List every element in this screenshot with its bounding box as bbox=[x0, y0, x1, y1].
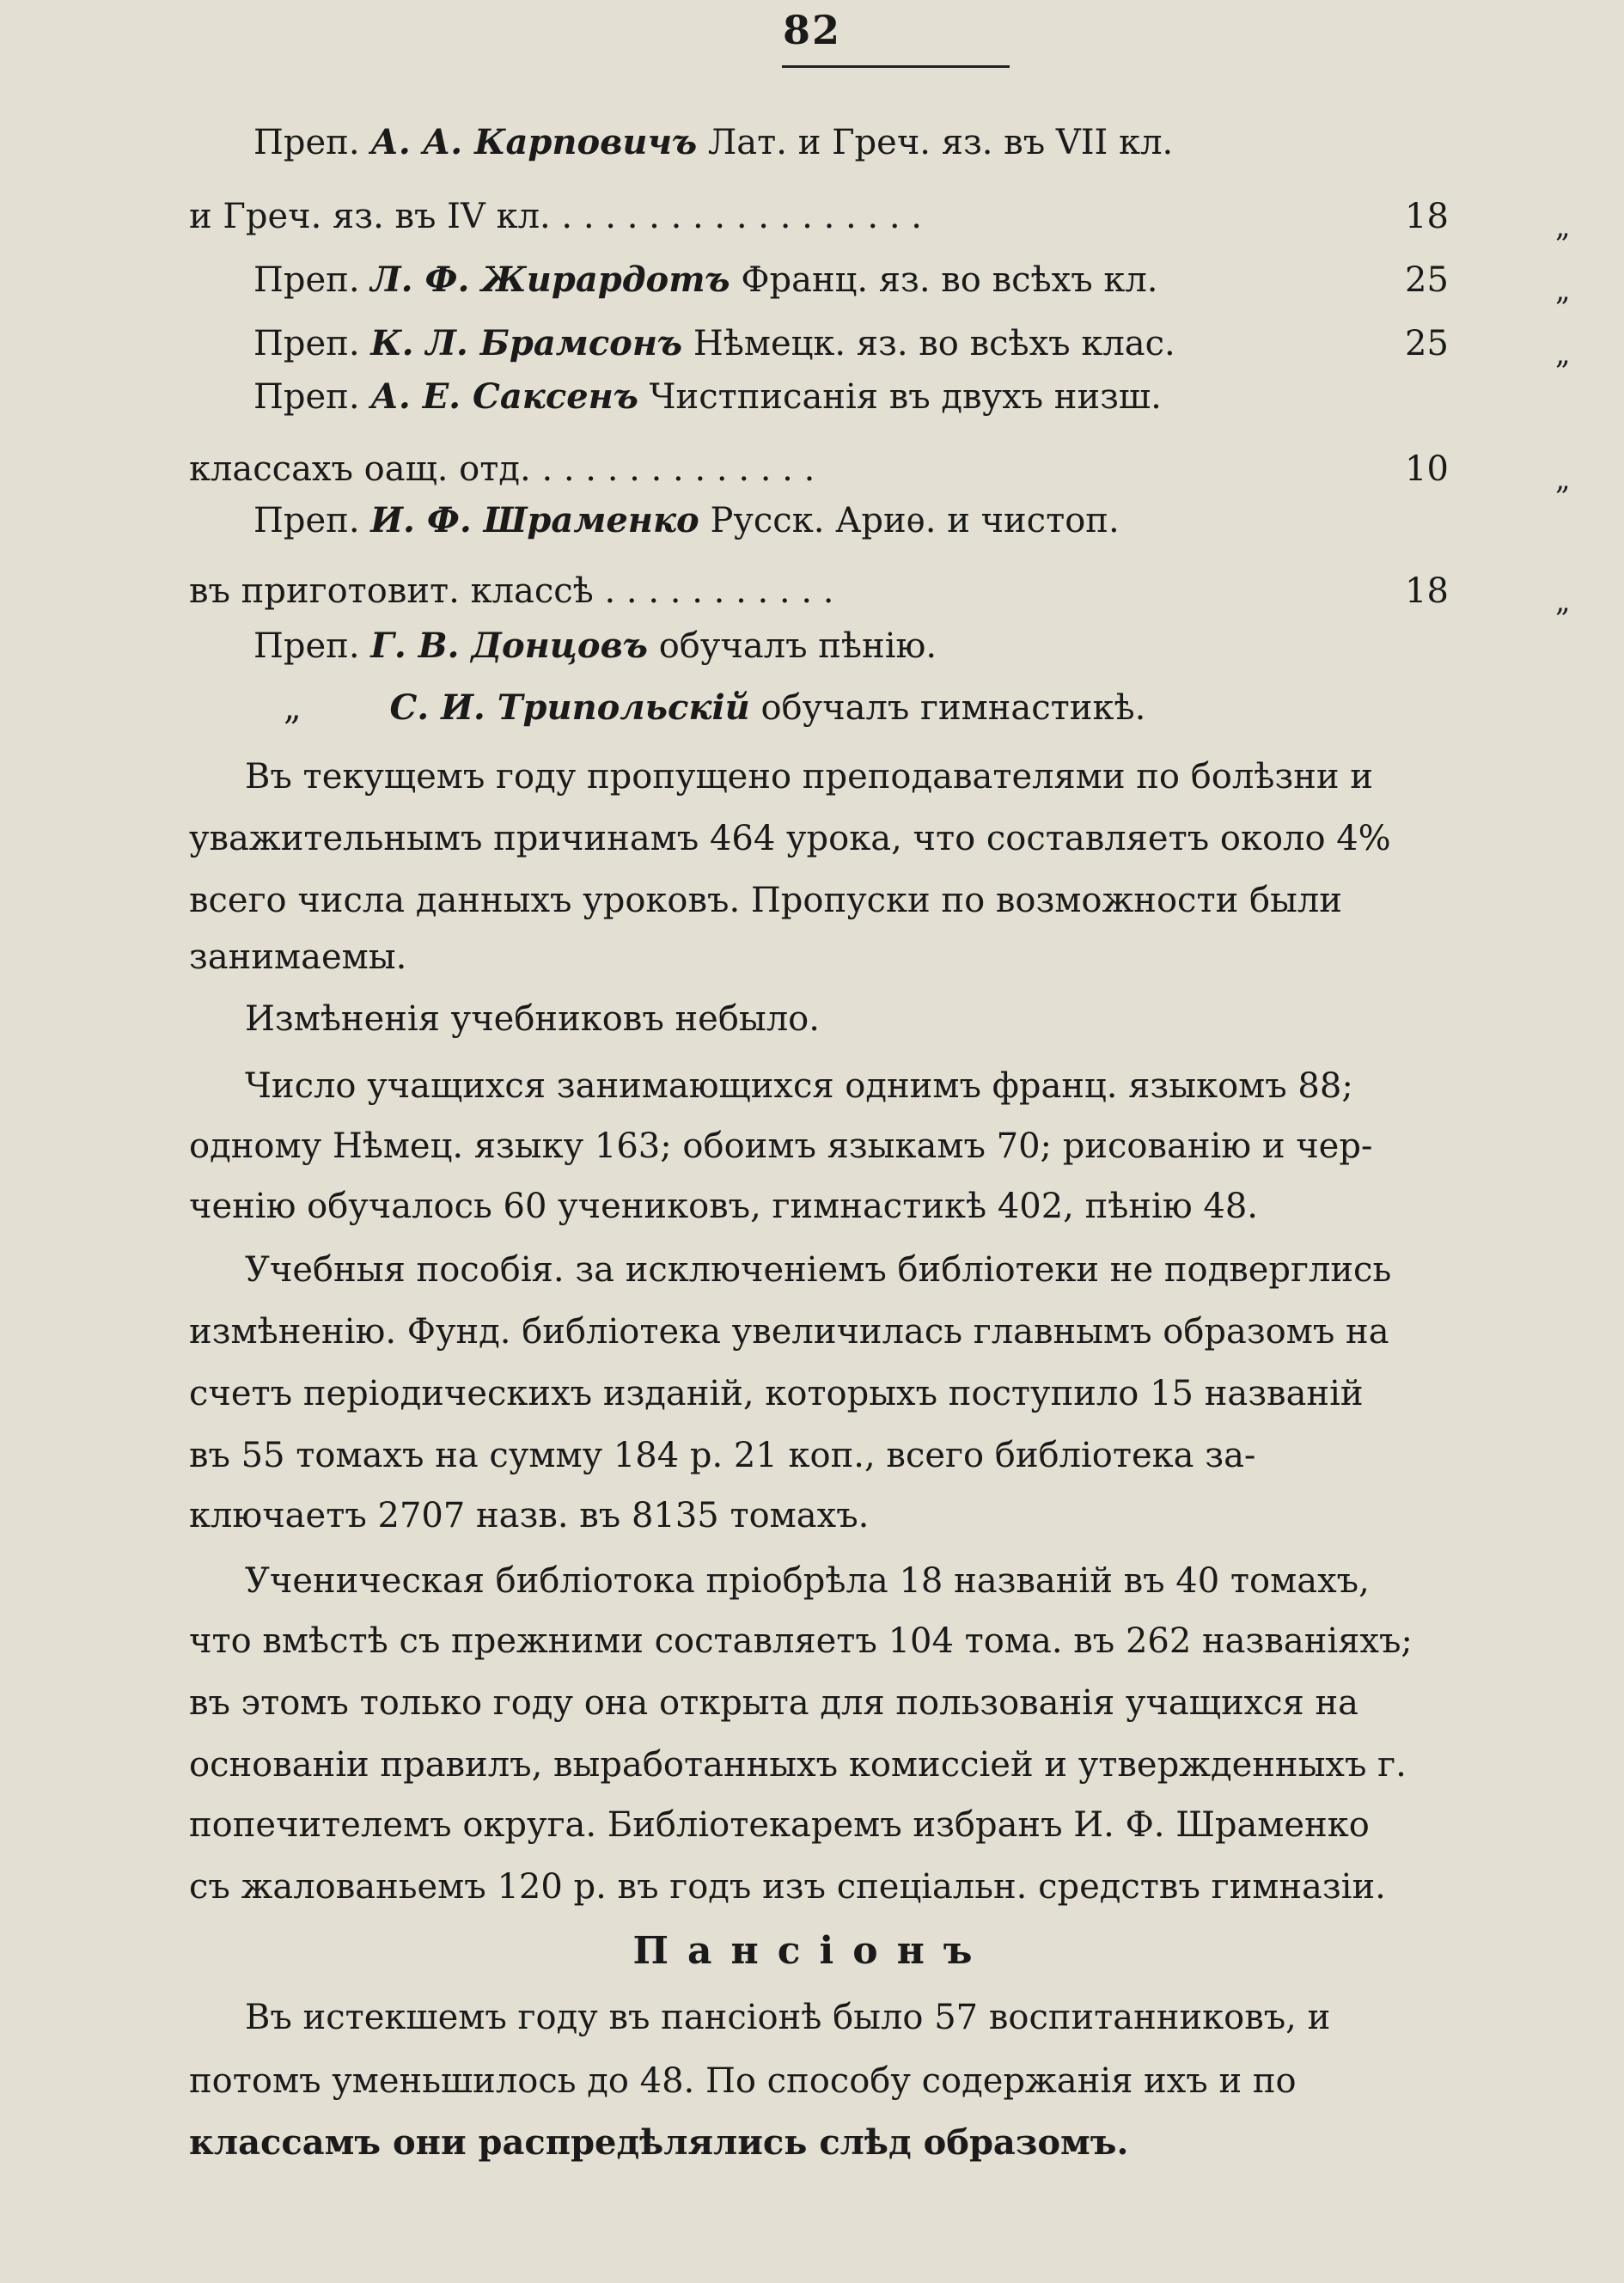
staff-2-name: Л. Ф. Жирардотъ bbox=[370, 259, 730, 300]
staff-4-name: А. Е. Саксенъ bbox=[370, 376, 638, 417]
staff-entry-6 bbox=[253, 622, 1624, 670]
paragraph-4-line-3: счетъ періодическихъ изданій, которыхъ поступило 15 названій bbox=[189, 1374, 1364, 1413]
final-paragraph-line-3: классамъ они распредѣлялись слѣд образомъ. bbox=[189, 2122, 1129, 2163]
staff-1-mark: „ bbox=[1555, 210, 1571, 244]
staff-7-desc: обучалъ гимнастикѣ. bbox=[760, 688, 1146, 728]
staff-3-prefix: Преп. bbox=[253, 324, 360, 363]
staff-5-desc: Русск. Ариѳ. и чистоп. bbox=[710, 501, 1120, 540]
paragraph-3-line-2: одному Нѣмец. языку 163; обоимъ языкамъ 70; рисованію и чер- bbox=[189, 1126, 1373, 1166]
staff-2-prefix: Преп. bbox=[253, 260, 360, 300]
paragraph-5-line-1: Ученическая библіотока пріобрѣла 18 названій въ 40 томахъ, bbox=[245, 1561, 1370, 1601]
staff-3-mark: „ bbox=[1555, 337, 1571, 371]
paragraph-5-line-2: что вмѣстѣ съ прежними составляетъ 104 тома. въ 262 названіяхъ; bbox=[189, 1621, 1413, 1661]
staff-4-hours: 10 bbox=[1405, 449, 1449, 489]
staff-5-hours: 18 bbox=[1405, 571, 1449, 611]
staff-2-mark: „ bbox=[1555, 273, 1571, 308]
final-paragraph-line-2: потомъ уменьшилось до 48. По способу содержанія ихъ и по bbox=[189, 2061, 1297, 2101]
staff-3-hours: 25 bbox=[1405, 324, 1449, 363]
staff-1-name: А. А. Карповичъ bbox=[370, 122, 698, 162]
paragraph-1-line-3: всего числа данныхъ уроковъ. Пропуски по возможности были bbox=[189, 881, 1342, 920]
staff-entry-5-line1 bbox=[253, 497, 1624, 545]
paragraph-1-line-1: Въ текущемъ году пропущено преподавателями по болѣзни и bbox=[245, 757, 1373, 797]
staff-6-desc: обучалъ пѣнію. bbox=[658, 626, 937, 666]
staff-5-name: И. Ф. Шраменко bbox=[370, 500, 699, 540]
staff-1-prefix: Преп. bbox=[253, 123, 360, 162]
staff-4-prefix: Преп. bbox=[253, 377, 360, 417]
header-rule bbox=[782, 65, 1010, 68]
staff-6-name: Г. В. Донцовъ bbox=[370, 626, 648, 666]
paragraph-5-line-6: съ жалованьемъ 120 р. въ годъ изъ спеціальн. средствъ гимназіи. bbox=[189, 1867, 1386, 1907]
staff-2-desc: Франц. яз. во всѣхъ кл. bbox=[741, 260, 1158, 300]
staff-7-prefix: „ bbox=[284, 688, 302, 728]
staff-3-name: К. Л. Брамсонъ bbox=[370, 323, 683, 363]
staff-6-prefix: Преп. bbox=[253, 626, 360, 666]
paragraph-5-line-4: основаніи правилъ, выработанныхъ комиссіей и утвержденныхъ г. bbox=[189, 1745, 1407, 1785]
paragraph-5-line-5: попечителемъ округа. Библіотекаремъ избранъ И. Ф. Шраменко bbox=[189, 1805, 1370, 1845]
paragraph-2-line-1: Измѣненія учебниковъ небыло. bbox=[245, 999, 820, 1039]
paragraph-1-line-2: уважительнымъ причинамъ 464 урока, что составляетъ около 4% bbox=[189, 819, 1391, 858]
staff-5-desc2: въ приготовит. классѣ . . . . . . . . . . . bbox=[189, 571, 834, 611]
paragraph-4-line-5: ключаетъ 2707 назв. въ 8135 томахъ. bbox=[189, 1496, 870, 1535]
staff-1-desc: Лат. и Греч. яз. въ VII кл. bbox=[707, 123, 1174, 162]
paragraph-4-line-4: въ 55 томахъ на сумму 184 р. 21 коп., всего библіотека за- bbox=[189, 1436, 1256, 1475]
staff-entry-1-line1 bbox=[253, 119, 1624, 167]
staff-4-desc2: классахъ оащ. отд. . . . . . . . . . . . . . bbox=[189, 449, 815, 489]
paragraph-3-line-1: Число учащихся занимающихся однимъ франц. языкомъ 88; bbox=[245, 1066, 1353, 1106]
staff-4-desc: Чистписанія въ двухъ низш. bbox=[649, 377, 1162, 417]
page-number: 82 bbox=[782, 7, 841, 53]
staff-4-mark: „ bbox=[1555, 462, 1571, 497]
final-paragraph-line-1: Въ истекшемъ году въ пансіонѣ было 57 воспитанниковъ, и bbox=[245, 1998, 1331, 2037]
paragraph-5-line-3: въ этомъ только году она открыта для пользованія учащихся на bbox=[189, 1683, 1359, 1723]
staff-1-hours: 18 bbox=[1405, 197, 1449, 236]
paragraph-4-line-2: измѣненію. Фунд. библіотека увеличилась главнымъ образомъ на bbox=[189, 1312, 1389, 1352]
staff-5-prefix: Преп. bbox=[253, 501, 360, 540]
staff-3-desc: Нѣмецк. яз. во всѣхъ клас. bbox=[693, 324, 1175, 363]
paragraph-4-line-1: Учебныя пособія. за исключеніемъ библіотеки не подверглись bbox=[245, 1250, 1392, 1290]
staff-7-name: С. И. Трипольскій bbox=[389, 687, 750, 728]
paragraph-3-line-3: ченію обучалось 60 учениковъ, гимнастикѣ 402, пѣнію 48. bbox=[189, 1187, 1258, 1226]
staff-5-mark: „ bbox=[1555, 584, 1571, 619]
section-heading: Пансіонъ bbox=[632, 1929, 992, 1973]
staff-1-desc2: и Греч. яз. въ IV кл. . . . . . . . . . . . . . . . . . bbox=[189, 197, 923, 236]
staff-2-hours: 25 bbox=[1405, 260, 1449, 300]
paragraph-1-line-4: занимаемы. bbox=[189, 937, 407, 977]
staff-entry-7 bbox=[284, 684, 1624, 732]
staff-entry-4-line1 bbox=[253, 373, 1624, 421]
